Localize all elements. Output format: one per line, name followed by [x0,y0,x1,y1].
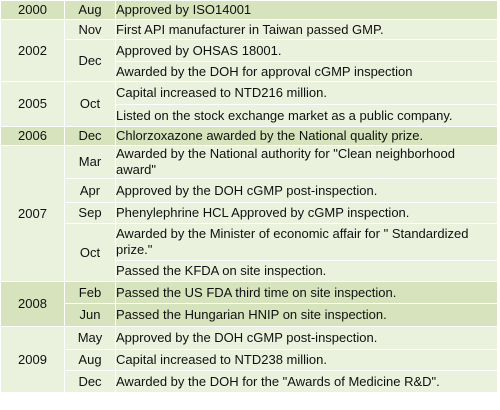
month-cell: Dec [65,40,116,82]
year-cell: 2007 [1,146,65,282]
year-group-2006 [1,127,498,146]
year-group-2002 [1,20,498,82]
event-text: Chlorzoxazone awarded by the National quality prize. [116,127,498,146]
event-row [1,224,498,261]
month-cell: Sep [65,203,116,224]
event-text: Passed the Hungarian HNIP on site inspection. [116,304,498,327]
event-text: Awarded by the DOH for the "Awards of Medicine R&D". [116,371,498,393]
year-cell: 2005 [1,82,65,127]
event-text: Passed the US FDA third time on site inspection. [116,282,498,304]
month-cell: Dec [65,371,116,393]
month-cell: Apr [65,179,116,203]
event-text: Approved by ISO14001 [116,1,498,20]
year-group-2005 [1,82,498,127]
year-cell: 2002 [1,20,65,82]
event-text: Approved by the DOH cGMP post-inspection. [116,179,498,203]
event-row [1,327,498,350]
event-row [1,179,498,203]
event-text: Phenylephrine HCL Approved by cGMP inspection. [116,203,498,224]
month-cell: Jun [65,304,116,327]
event-text: Capital increased to NTD238 million. [116,350,498,371]
event-text: Approved by OHSAS 18001. [116,40,498,62]
month-cell: Feb [65,282,116,304]
event-text: Awarded by the National authority for "Clean neighborhood award" [116,146,498,179]
event-row [1,40,498,62]
event-text: Awarded by the Minister of economic affair for " Standardized prize." [116,224,498,261]
event-row [1,146,498,179]
event-row [1,1,498,20]
event-row [1,304,498,327]
month-cell: Oct [65,82,116,127]
event-text: Listed on the stock exchange market as a public company. [116,105,498,127]
event-row [1,127,498,146]
year-cell: 2006 [1,127,65,146]
year-group-2007 [1,146,498,282]
year-group-2009 [1,327,498,393]
year-cell: 2009 [1,327,65,393]
event-text: Awarded by the DOH for approval cGMP inspection [116,62,498,82]
month-cell: Dec [65,127,116,146]
month-cell: Oct [65,224,116,282]
event-row [1,350,498,371]
event-text: First API manufacturer in Taiwan passed GMP. [116,20,498,40]
month-cell: Aug [65,1,116,20]
month-cell: May [65,327,116,350]
event-row [1,282,498,304]
year-group-2008 [1,282,498,327]
month-cell: Mar [65,146,116,179]
event-row [1,203,498,224]
event-text: Capital increased to NTD216 million. [116,82,498,105]
event-text: Passed the KFDA on site inspection. [116,261,498,282]
month-cell: Nov [65,20,116,40]
event-row [1,82,498,105]
year-cell: 2000 [1,1,65,20]
event-row [1,371,498,393]
event-row [1,20,498,40]
year-group-2000 [1,1,498,20]
year-cell: 2008 [1,282,65,327]
event-text: Approved by the DOH cGMP post-inspection. [116,327,498,350]
month-cell: Aug [65,350,116,371]
